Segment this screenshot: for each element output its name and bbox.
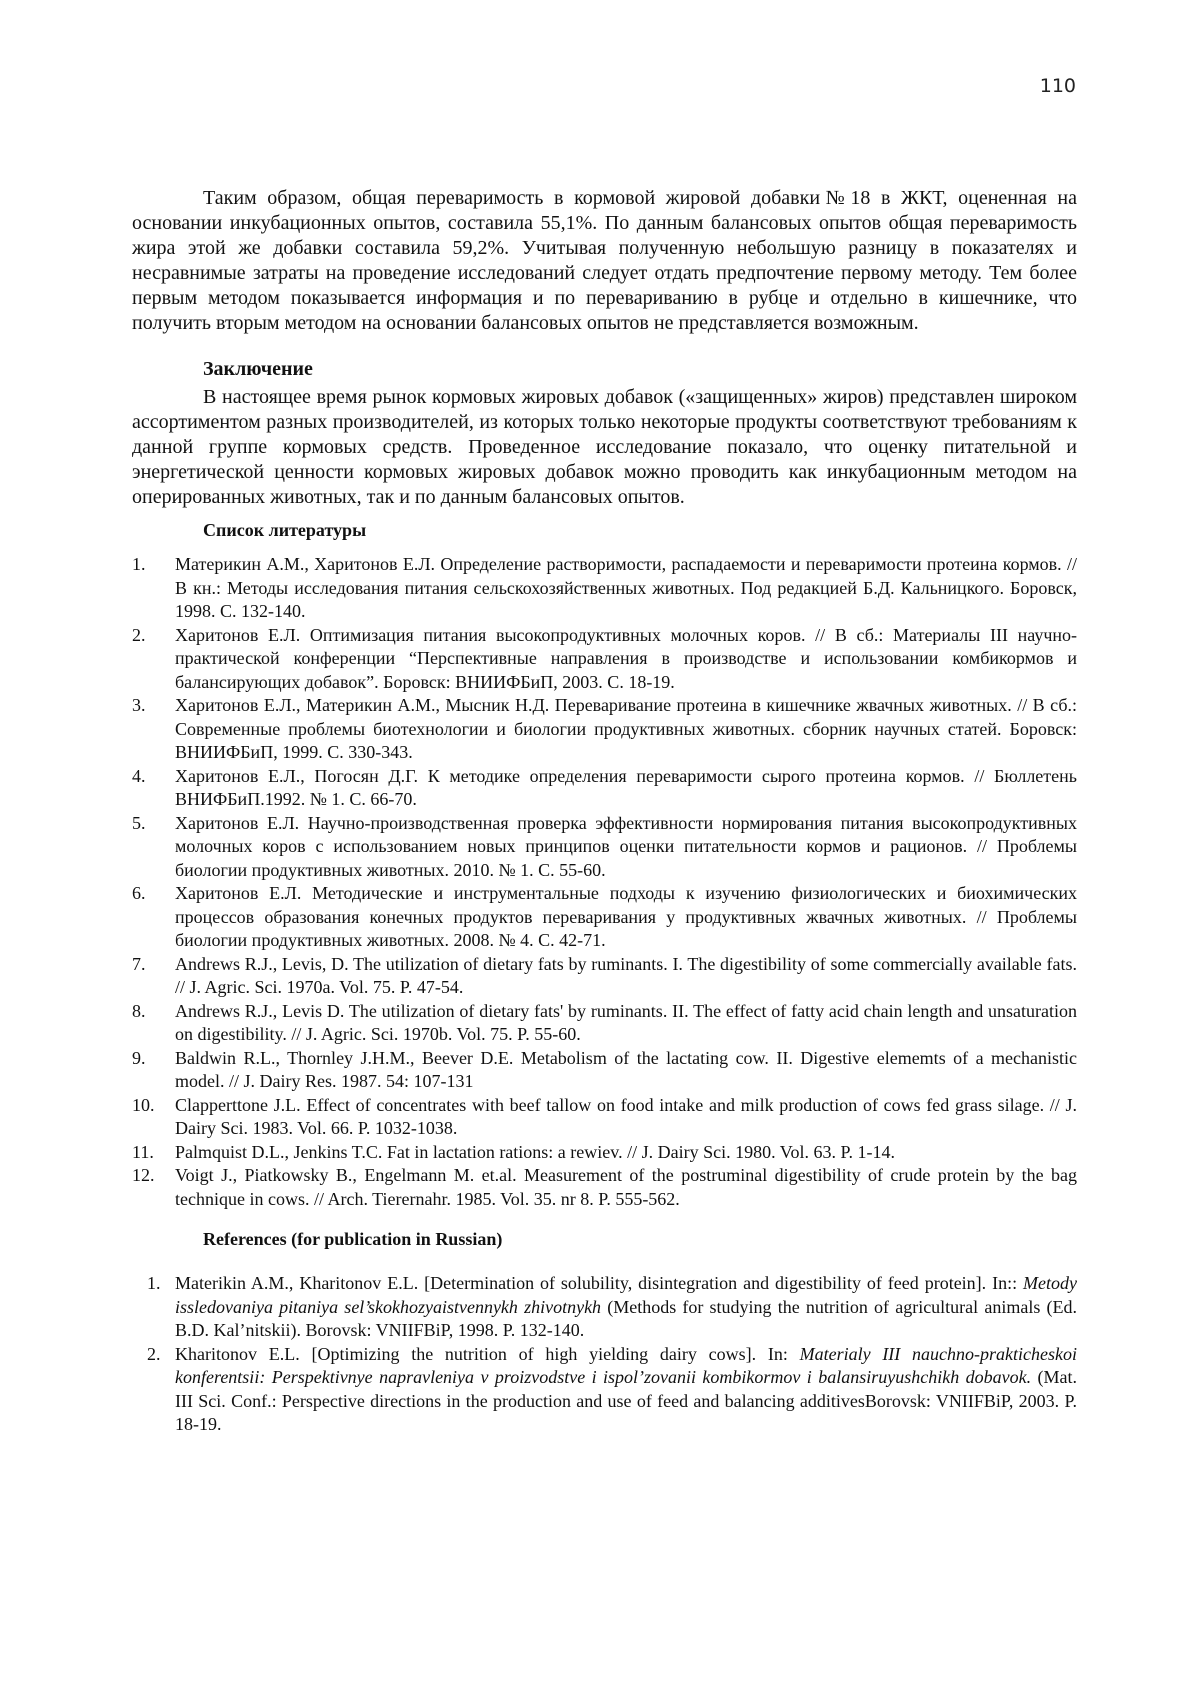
bibliography-item-number: 4.	[132, 765, 146, 786]
bibliography-item	[132, 812, 1077, 883]
references-heading: References (for publication in Russian)	[203, 1229, 503, 1249]
bibliography-item-number: 9.	[132, 1047, 146, 1068]
reference-item	[132, 1343, 1077, 1437]
bibliography-item	[132, 1164, 1077, 1211]
bibliography-item-number: 10.	[132, 1094, 155, 1115]
bibliography-item	[132, 1047, 1077, 1094]
bibliography-item-number: 12.	[132, 1165, 155, 1185]
bibliography-item	[132, 953, 1077, 1000]
reference-item-title: Metody issledovaniya pitaniya sel’skokhozyaistvennykh zhivotnykh	[175, 1273, 1077, 1317]
bibliography-item-text: Харитонов Е.Л., Материкин А.М., Мысник Н.Д. Переваривание протеина в кишечнике жвачных животных. // В сб.: Современные проблемы биотехнологии и биологии продуктивных животных. сборник научных статей. Боровск: ВНИИФБиП, 1999. С. 330-343.	[175, 695, 1077, 762]
conclusion-paragraph: В настоящее время рынок кормовых жировых добавок («защищенных» жиров) представлен широком ассортиментом разных производителей, из которых только некоторые продукты соответствуют требованиям к данной группе кормовых средств. Проведенное исследование показало, что оценку питательной и энергетической ценности кормовых жировых добавок можно проводить как инкубационным методом на оперированных животных, так и по данным балансовых опытов.	[132, 386, 1077, 508]
bibliography-item-text: Харитонов Е.Л. Оптимизация питания высокопродуктивных молочных коров. // В сб.: Материалы III научно-практической конференции “Перспективные направления в производстве и использовании комбикормов и балансирующих добавок”. Боровск: ВНИИФБиП, 2003. С. 18-19.	[175, 624, 1077, 692]
reference-item	[132, 1272, 1077, 1343]
bibliography-item-text: Andrews R.J., Levis D. The utilization of dietary fats' by ruminants. II. The effect of fatty acid chain length and unsaturation on digestibility. // J. Agric. Sci. 1970b. Vol. 75. P. 55-60.	[175, 1000, 1077, 1044]
reference-item-text: Kharitonov E.L. [Optimizing the nutrition of high yielding dairy cows]. In:	[175, 1343, 800, 1364]
reference-item-number: 2.	[147, 1343, 161, 1364]
bibliography-item-text: Voigt J., Piatkowsky B., Engelmann M. et.al. Measurement of the postruminal digestibility of crude protein by the bag technique in cows. // Arch. Tierernahr. 1985. Vol. 35. nr 8. P. 555-562.	[175, 1165, 1077, 1209]
bibliography-item-number: 7.	[132, 953, 146, 974]
bibliography-item	[132, 694, 1077, 765]
bibliography-item-text: Харитонов Е.Л. Научно-производственная проверка эффективности нормирования питания высокопродуктивных молочных коров с использованием новых принципов оценки питательности кормов и рационов. // Проблемы биологии продуктивных животных. 2010. № 1. С. 55-60.	[175, 812, 1077, 880]
page-number: 110	[1039, 75, 1076, 97]
references-list	[132, 1272, 1077, 1437]
bibliography-item-text: Andrews R.J., Levis, D. The utilization of dietary fats by ruminants. I. The digestibility of some commercially available fats. // J. Agric. Sci. 1970a. Vol. 75. P. 47-54.	[175, 953, 1077, 997]
bibliography-item	[132, 765, 1077, 812]
bibliography-item-number: 6.	[132, 883, 146, 903]
bibliography-item	[132, 882, 1077, 953]
reference-item-text: (Methods for studying the nutrition of agricultural animals (Ed. B.D. Kal’nitskii). Borovsk: VNIIFBiP, 1998. P. 132-140.	[175, 1296, 1077, 1340]
bibliography-item-number: 8.	[132, 1000, 146, 1021]
bibliography-item-text: Харитонов Е.Л. Методические и инструментальные подходы к изучению физиологических и биохимических процессов образования конечных продуктов переваривания у продуктивных жвачных животных. // Проблемы биологии продуктивных животных. 2008. № 4. С. 42-71.	[175, 883, 1077, 950]
bibliography-item-number: 1.	[132, 554, 146, 574]
bibliography-item-text: Palmquist D.L., Jenkins T.C. Fat in lactation rations: a rewiev. // J. Dairy Sci. 1980. Vol. 63. P. 1-14.	[175, 1141, 895, 1162]
bibliography-item	[132, 1000, 1077, 1047]
bibliography-item-number: 3.	[132, 695, 146, 715]
bibliography-item-text: Baldwin R.L., Thornley J.H.M., Beever D.E. Metabolism of the lactating cow. II. Digestive elememts of a mechanistic model. // J. Dairy Res. 1987. 54: 107-131	[175, 1047, 1077, 1091]
reference-item-title: Materialy III nauchno-prakticheskoi konferentsii: Perspektivnye napravleniya v proizvodstve i ispol’zovanii kombikormov i balansiruyushchikh dobavok.	[175, 1343, 1077, 1387]
bibliography-item-text: Материкин А.М., Харитонов Е.Л. Определение растворимости, распадаемости и переваримости протеина кормов. // В кн.: Методы исследования питания сельскохозяйственных животных. Под редакцией Б.Д. Кальницкого. Боровск, 1998. С. 132-140.	[175, 554, 1077, 621]
conclusion-heading: Заключение	[203, 358, 313, 380]
bibliography-item	[132, 1141, 1077, 1165]
bibliography-list	[132, 553, 1077, 1211]
bibliography-item-text: Харитонов Е.Л., Погосян Д.Г. К методике определения переваримости сырого протеина кормов. // Бюллетень ВНИФБиП.1992. № 1. С. 66-70.	[175, 765, 1077, 809]
bibliography-item-number: 11.	[132, 1141, 154, 1162]
page-content	[132, 186, 1077, 1437]
bibliography-item	[132, 1094, 1077, 1141]
bibliography-heading: Список литературы	[203, 520, 367, 540]
intro-paragraph: Таким образом, общая переваримость в кормовой жировой добавки№18 в ЖКТ, оцененная на основании инкубационных опытов, составила 55,1%. По данным балансовых опытов общая переваримость жира этой же добавки составила 59,2%. Учитывая полученную небольшую разницу в показателях и несравнимые затраты на проведение исследований следует отдать предпочтение первому методу. Тем более первым методом показывается информация и по перевариванию в рубце и отдельно в кишечнике, что получить вторым методом на основании балансовых опытов не представляется возможным.	[132, 187, 1077, 334]
bibliography-item-number: 5.	[132, 812, 146, 833]
bibliography-item-text: Clapperttone J.L. Effect of concentrates with beef tallow on food intake and milk production of cows fed grass silage. // J. Dairy Sci. 1983. Vol. 66. P. 1032-1038.	[175, 1094, 1077, 1138]
reference-item-text: (Mat. III Sci. Conf.: Perspective directions in the production and use of feed and balancing additivesBorovsk: VNIIFBiP, 2003. P. 18-19.	[175, 1367, 1077, 1434]
reference-item-number: 1.	[147, 1273, 161, 1293]
reference-item-text: Materikin A.M., Kharitonov E.L. [Determination of solubility, disintegration and digestibility of feed protein]. In::	[175, 1273, 1024, 1293]
bibliography-item	[132, 553, 1077, 624]
bibliography-item-number: 2.	[132, 624, 146, 645]
bibliography-item	[132, 624, 1077, 695]
